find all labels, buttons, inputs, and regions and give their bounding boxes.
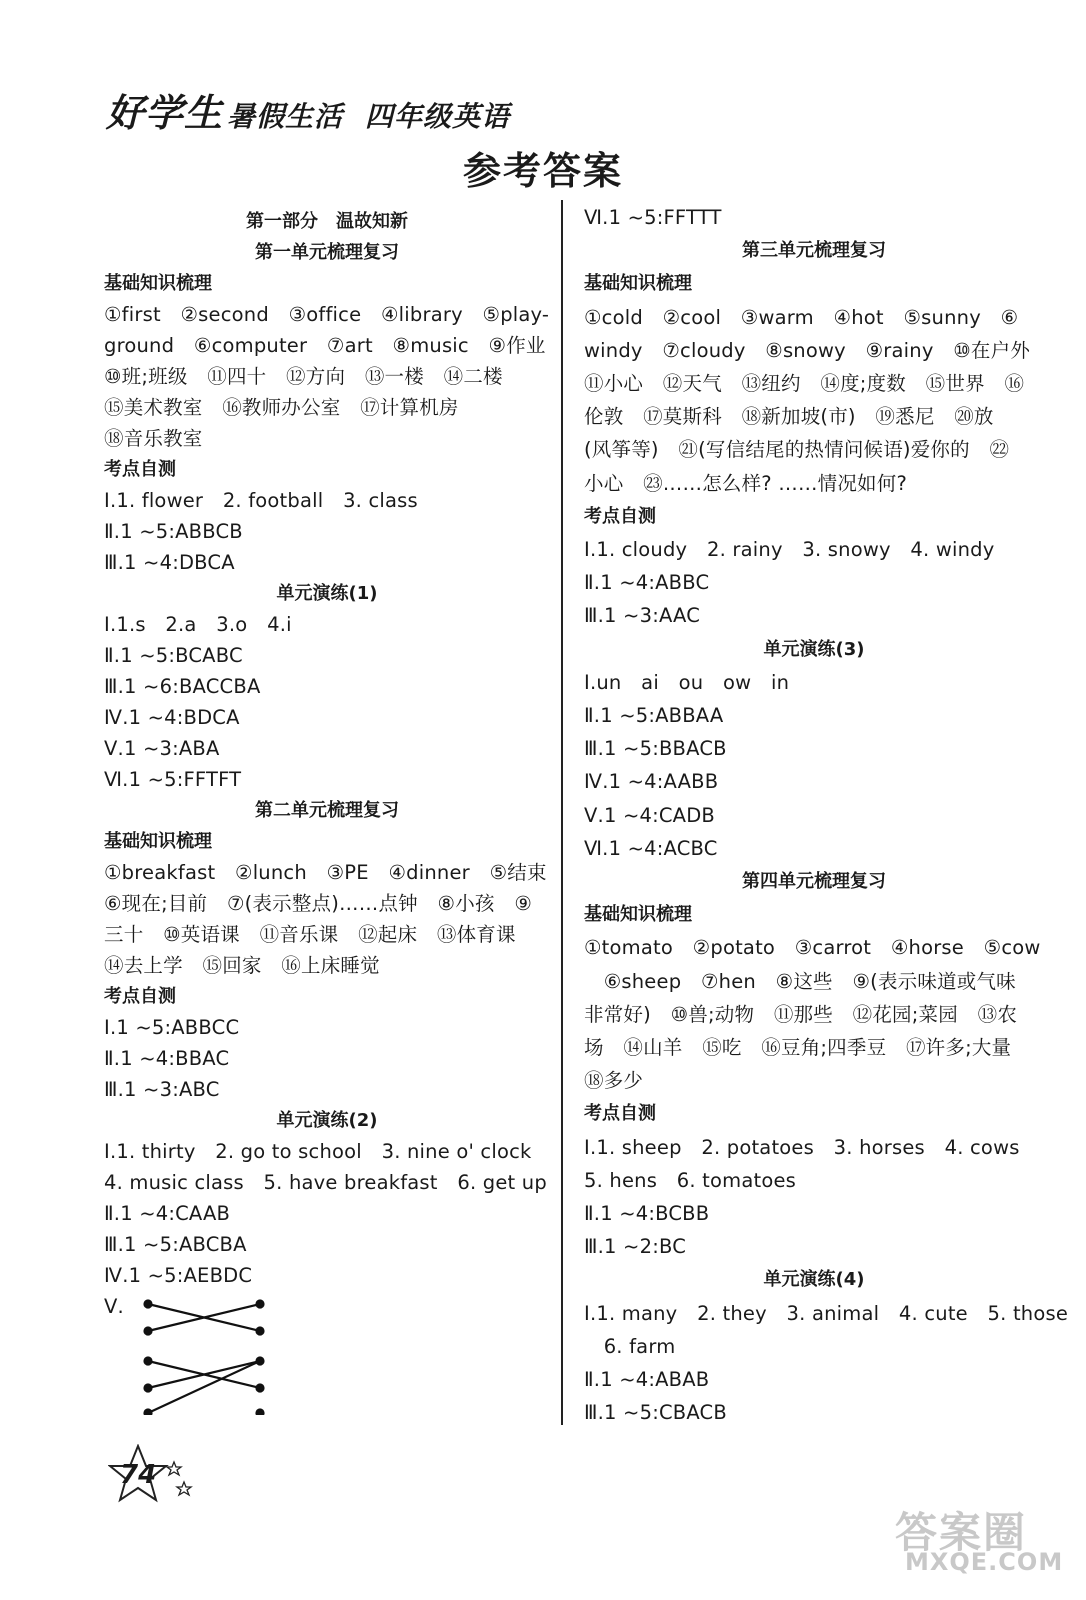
answer-line: Ⅱ.1 ~5:ABBCB (104, 520, 243, 543)
answer-line: Ⅵ.1 ~5:FFTTT (584, 206, 722, 229)
column-divider (561, 200, 563, 1425)
page-number: 74 (120, 1460, 157, 1490)
answer-line: Ⅰ.1.s 2.a 3.o 4.i (104, 613, 292, 636)
answer-line: Ⅲ.1 ~5:ABCBA (104, 1233, 247, 1256)
answer-line: ①breakfast ②lunch ③PE ④dinner ⑤结束 (104, 861, 547, 884)
answer-line: (风筝等) ㉑(写信结尾的热情问候语)爱你的 ㉒ (584, 438, 1010, 462)
answer-line: Ⅱ.1 ~4:ABBC (584, 571, 710, 595)
watermark-url: MXQE.COM (905, 1548, 1064, 1576)
answer-line: Ⅳ.1 ~4:BDCA (104, 706, 240, 729)
answer-line: Ⅰ.1 ~5:ABBCC (104, 1016, 240, 1039)
match-dot (257, 1410, 264, 1416)
answer-line: Ⅲ.1 ~2:BC (584, 1235, 687, 1259)
answer-line: Ⅲ.1 ~3:ABC (104, 1078, 220, 1101)
subsection-heading: 基础知识梳理 (584, 904, 692, 926)
answer-line: ⑥现在;目前 ⑦(表示整点)……点钟 ⑧小孩 ⑨ (104, 892, 533, 915)
answer-line: Ⅱ.1 ~5:BCABC (104, 644, 243, 667)
section-heading: 第三单元梳理复习 (742, 240, 886, 262)
page-title: 参考答案 (462, 149, 623, 193)
section-heading: 第四单元梳理复习 (742, 871, 886, 892)
answer-line: windy ⑦cloudy ⑧snowy ⑨rainy ⑩在户外 (584, 338, 1031, 362)
matching-lines (104, 1290, 284, 1415)
brand-sub: 暑假生活 (227, 100, 344, 133)
answer-line: ①cold ②cool ③warm ④hot ⑤sunny ⑥ (584, 305, 1019, 329)
section-heading: 第二单元梳理复习 (255, 800, 399, 821)
answer-line: Ⅱ.1 ~5:ABBAA (584, 704, 724, 727)
answer-line: 场 ⑭山羊 ⑮吃 ⑯豆角;四季豆 ⑰许多;大量 (584, 1036, 1012, 1059)
answer-line: Ⅰ.1. flower 2. football 3. class (104, 489, 418, 512)
page-number-badge (108, 1444, 198, 1512)
answer-line: ⑭去上学 ⑮回家 ⑯上床睡觉 (104, 954, 380, 977)
subsection-heading: 考点自测 (584, 505, 656, 527)
answer-line: Ⅳ.1 ~4:AABB (584, 770, 719, 794)
answer-line: 4. music class 5. have breakfast 6. get up (104, 1171, 547, 1194)
brand-main: 好学生 (106, 91, 224, 135)
answer-line: Ⅲ.1 ~5:CBACB (584, 1401, 727, 1425)
answer-line: ⑮美术教室 ⑯教师办公室 ⑰计算机房 (104, 396, 459, 419)
answer-line: Ⅱ.1 ~4:ABAB (584, 1368, 710, 1391)
answer-line: Ⅴ.1 ~4:CADB (584, 803, 716, 827)
brand-grade: 四年级英语 (365, 100, 511, 133)
watermark-logo: 答案圈 (895, 1508, 1028, 1557)
answer-line: Ⅰ.1. sheep 2. potatoes 3. horses 4. cows (584, 1135, 1020, 1159)
answer-line: Ⅴ. (104, 1295, 124, 1318)
answer-line: Ⅰ.1. cloudy 2. rainy 3. snowy 4. windy (584, 538, 995, 561)
answer-line: ⑪小心 ⑫天气 ⑬纽约 ⑭度;度数 ⑮世界 ⑯ (584, 372, 1025, 395)
section-heading: 第一单元梳理复习 (255, 242, 399, 263)
subsection-heading: 基础知识梳理 (104, 831, 212, 852)
answer-line: Ⅰ.1. thirty 2. go to school 3. nine o' clock (104, 1140, 532, 1163)
answer-line: Ⅲ.1 ~5:BBACB (584, 737, 727, 761)
answer-line: Ⅲ.1 ~6:BACCBA (104, 675, 261, 698)
answer-line: 6. farm (584, 1334, 676, 1358)
answer-line: Ⅱ.1 ~4:BBAC (104, 1047, 230, 1070)
answer-line: Ⅱ.1 ~4:CAAB (104, 1202, 231, 1225)
answer-line: ①tomato ②potato ③carrot ④horse ⑤cow (584, 936, 1041, 960)
answer-line: ①first ②second ③office ④library ⑤play- (104, 303, 550, 326)
answer-line: Ⅲ.1 ~3:AAC (584, 604, 701, 628)
answer-line: Ⅴ.1 ~3:ABA (104, 737, 220, 760)
subsection-heading: 考点自测 (104, 986, 176, 1007)
answer-line: ground ⑥computer ⑦art ⑧music ⑨作业 (104, 334, 546, 357)
answer-line: ⑱多少 (584, 1069, 644, 1093)
answer-line: ⑥sheep ⑦hen ⑧这些 ⑨(表示味道或气味 (584, 969, 1016, 993)
answer-line: Ⅲ.1 ~4:DBCA (104, 551, 235, 574)
answer-line: 非常好) ⑩兽;动物 ⑪那些 ⑫花园;菜园 ⑬农 (584, 1002, 1018, 1026)
answer-line: Ⅰ.un ai ou ow in (584, 670, 790, 694)
answer-line: ⑩班;班级 ⑪四十 ⑫方向 ⑬一楼 ⑭二楼 (104, 365, 503, 388)
answer-line: ⑱音乐教室 (104, 427, 203, 450)
answer-line: 小心 ㉓……怎么样? ……情况如何? (584, 471, 907, 495)
answer-line: 三十 ⑩英语课 ⑪音乐课 ⑫起床 ⑬体育课 (104, 923, 516, 946)
brand-title (106, 82, 510, 137)
section-heading: 单元演练(4) (763, 1269, 865, 1291)
subsection-heading: 基础知识梳理 (104, 273, 212, 294)
answer-line: Ⅱ.1 ~4:BCBB (584, 1202, 710, 1225)
match-line (148, 1361, 260, 1413)
subsection-heading: 基础知识梳理 (584, 273, 692, 295)
answer-line: Ⅳ.1 ~5:AEBDC (104, 1264, 253, 1287)
section-heading: 单元演练(2) (276, 1110, 378, 1131)
answer-line: 伦敦 ⑰莫斯科 ⑱新加坡(市) ⑲悉尼 ⑳放 (584, 405, 994, 429)
section-heading: 单元演练(3) (763, 638, 865, 660)
answer-line: Ⅰ.1. many 2. they 3. animal 4. cute 5. those (584, 1301, 1069, 1325)
subsection-heading: 考点自测 (104, 459, 176, 480)
answer-line: 5. hens 6. tomatoes (584, 1168, 797, 1192)
section-heading: 第一部分 温故知新 (246, 211, 408, 232)
subsection-heading: 考点自测 (584, 1103, 656, 1125)
section-heading: 单元演练(1) (276, 583, 378, 604)
answer-line: Ⅵ.1 ~5:FFTFT (104, 768, 242, 791)
answer-line: Ⅵ.1 ~4:ACBC (584, 836, 718, 860)
